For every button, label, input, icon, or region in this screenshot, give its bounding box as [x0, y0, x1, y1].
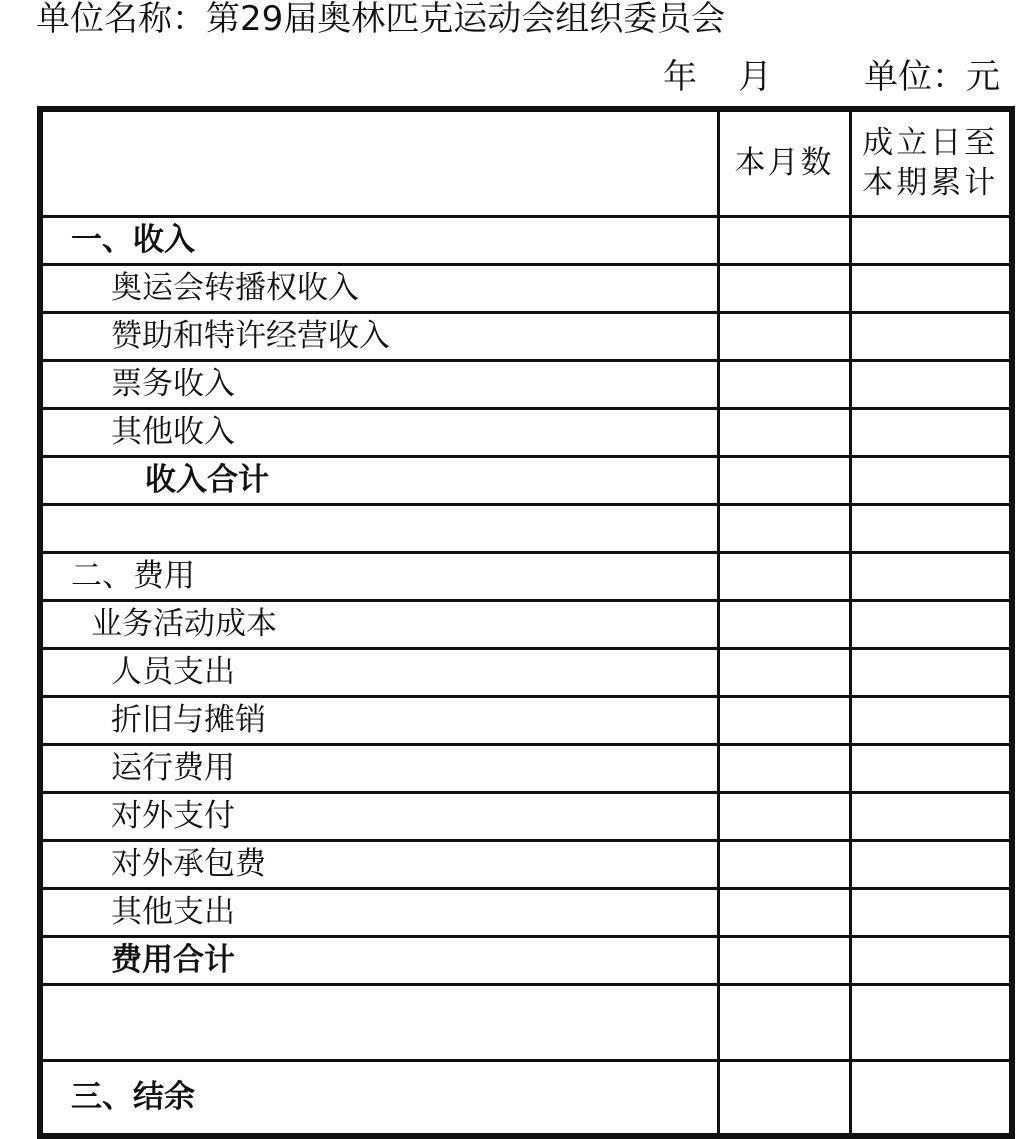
row-item-label: 费用合计: [40, 936, 718, 984]
row-item-label: 奥运会转播权收入: [40, 264, 718, 312]
table-row: [40, 360, 1012, 408]
row-current-month-cell: [718, 792, 850, 840]
table-row: [40, 648, 1012, 696]
table-row: [40, 552, 1012, 600]
row-item-label: [40, 984, 718, 1060]
row-cumulative-cell: [850, 264, 1012, 312]
table-row: [40, 408, 1012, 456]
row-item-label: 收入合计: [40, 456, 718, 504]
row-item-label: [40, 504, 718, 552]
year-label: 年: [663, 57, 697, 97]
cumulative-header-line1: 成立日至: [862, 125, 999, 162]
row-current-month-cell: [718, 504, 850, 552]
row-item-label: 票务收入: [40, 360, 718, 408]
table-header-row: [40, 109, 1012, 216]
report-period-line: [0, 54, 1034, 100]
row-current-month-cell: [718, 888, 850, 936]
currency-unit-label: 单位：元: [864, 57, 1000, 97]
row-cumulative-cell: [850, 312, 1012, 360]
row-current-month-cell: [718, 360, 850, 408]
item-header-cell: [40, 109, 718, 216]
table-row: [40, 984, 1012, 1060]
row-cumulative-cell: [850, 984, 1012, 1060]
row-cumulative-cell: [850, 792, 1012, 840]
row-item-label: 三、结余: [40, 1060, 718, 1136]
table-row: [40, 456, 1012, 504]
table-row: [40, 312, 1012, 360]
row-item-label: 业务活动成本: [40, 600, 718, 648]
table-row: [40, 936, 1012, 984]
row-current-month-cell: [718, 696, 850, 744]
table-row: [40, 840, 1012, 888]
table-row: [40, 264, 1012, 312]
month-label: 月: [738, 57, 772, 97]
row-current-month-cell: [718, 408, 850, 456]
cumulative-header: [850, 109, 1012, 216]
row-cumulative-cell: [850, 600, 1012, 648]
row-item-label: 一、收入: [40, 216, 718, 264]
row-item-label: 其他支出: [40, 888, 718, 936]
row-current-month-cell: [718, 312, 850, 360]
row-cumulative-cell: [850, 648, 1012, 696]
row-cumulative-cell: [850, 408, 1012, 456]
current-month-header: 本月数: [718, 109, 850, 216]
organization-name: 单位名称：第29届奥林匹克运动会组织委员会: [36, 0, 726, 39]
row-current-month-cell: [718, 1060, 850, 1136]
row-item-label: 二、费用: [40, 552, 718, 600]
row-cumulative-cell: [850, 888, 1012, 936]
table-row: [40, 1060, 1012, 1136]
table-row: [40, 744, 1012, 792]
row-item-label: 赞助和特许经营收入: [40, 312, 718, 360]
row-current-month-cell: [718, 840, 850, 888]
table-row: [40, 792, 1012, 840]
row-cumulative-cell: [850, 696, 1012, 744]
row-current-month-cell: [718, 216, 850, 264]
table-row: [40, 504, 1012, 552]
table-row: [40, 888, 1012, 936]
row-item-label: 运行费用: [40, 744, 718, 792]
row-cumulative-cell: [850, 744, 1012, 792]
row-current-month-cell: [718, 552, 850, 600]
row-current-month-cell: [718, 648, 850, 696]
row-cumulative-cell: [850, 504, 1012, 552]
row-current-month-cell: [718, 744, 850, 792]
row-cumulative-cell: [850, 840, 1012, 888]
row-current-month-cell: [718, 264, 850, 312]
row-cumulative-cell: [850, 552, 1012, 600]
row-cumulative-cell: [850, 456, 1012, 504]
row-cumulative-cell: [850, 1060, 1012, 1136]
row-item-label: 折旧与摊销: [40, 696, 718, 744]
table-row: [40, 600, 1012, 648]
row-item-label: 其他收入: [40, 408, 718, 456]
income-expense-statement-table: [37, 106, 1015, 1139]
row-current-month-cell: [718, 984, 850, 1060]
row-current-month-cell: [718, 456, 850, 504]
row-item-label: 人员支出: [40, 648, 718, 696]
row-item-label: 对外支付: [40, 792, 718, 840]
cumulative-header-line2: 本期累计: [862, 165, 999, 202]
table-row: [40, 696, 1012, 744]
row-item-label: 对外承包费: [40, 840, 718, 888]
row-cumulative-cell: [850, 936, 1012, 984]
row-cumulative-cell: [850, 360, 1012, 408]
row-current-month-cell: [718, 600, 850, 648]
row-cumulative-cell: [850, 216, 1012, 264]
row-current-month-cell: [718, 936, 850, 984]
table-row: [40, 216, 1012, 264]
